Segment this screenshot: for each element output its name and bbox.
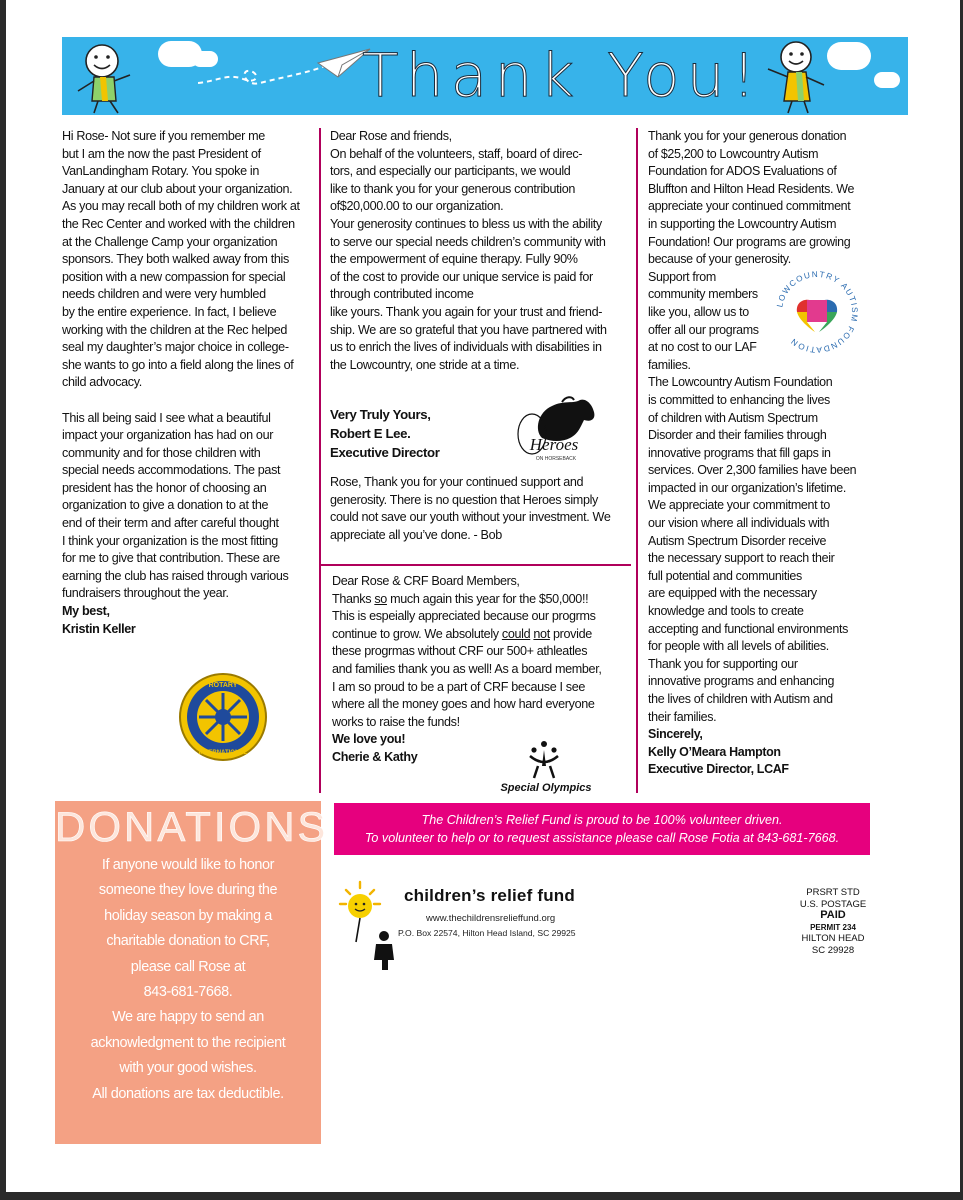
banner-title: Thank You! [362, 41, 763, 111]
rotary-closing: My best, [62, 604, 110, 619]
letter-line: the lives of children with Autism and [648, 692, 833, 706]
letter-line: by the entire experience. In fact, I believe [62, 304, 277, 319]
letter-line: impacted in our organization’s lifetime. [648, 480, 846, 495]
autism-signature-title: Executive Director, LCAF [648, 762, 789, 777]
letter-line: Thank you for supporting our [648, 656, 798, 671]
letter-line: position with a new compassion for special [62, 269, 286, 284]
crf-name: children’s relief fund [404, 886, 575, 905]
note-line: could not save our youth without your investment. We [330, 510, 611, 525]
letter-line: like you, allow us to [648, 304, 749, 319]
so-closing: We love you! [332, 732, 406, 747]
letter-line: through contributed income [330, 287, 474, 302]
heroes-signature-title: Executive Director [330, 445, 440, 460]
letter-line: of$20,000.00 to our organization. [330, 199, 504, 214]
letter-line: Support from [648, 269, 716, 284]
postage-indicia [788, 887, 878, 956]
volunteer-line-1: The Children’s Relief Fund is proud to be 100% volunteer driven. [421, 813, 783, 827]
letter-line: We appreciate your commitment to [648, 498, 831, 513]
so-line: and families thank you as well! As a board member, [332, 661, 602, 676]
so-line: This is espeially appreciated because our progrms [332, 609, 596, 624]
section-divider [321, 564, 631, 566]
letter-line: accepting and functional environments [648, 621, 848, 636]
crf-website: www.thechildrensrelieffund.org [426, 913, 556, 924]
letter-line: This all being said I see what a beautiful [62, 410, 271, 425]
heroes-signature: Robert E Lee. [330, 426, 411, 441]
letter-line: are equipped with the necessary [648, 586, 817, 601]
donations-box [55, 801, 329, 1144]
svg-text:LOWCOUNTRY AUTISM FOUNDATION: LOWCOUNTRY AUTISM FOUNDATION [775, 269, 860, 355]
letter-line: to serve our special needs children’s community with [330, 234, 606, 249]
letter-line: she wants to go into a field along the lines of [62, 357, 294, 372]
autism-closing: Sincerely, [648, 727, 703, 742]
letter-line: fundraisers throughout the year. [62, 586, 229, 601]
crf-logo-icon [336, 878, 400, 972]
donations-text [55, 853, 321, 1107]
heroes-closing: Very Truly Yours, [330, 407, 431, 422]
postage-line: PRSRT STD [806, 887, 860, 898]
rotary-logo [172, 672, 274, 762]
letter-line: As you may recall both of my children work at [62, 199, 300, 214]
letter-heroes-signature [330, 405, 440, 462]
letter-line: The Lowcountry Autism Foundation [648, 375, 833, 390]
letter-line: innovative programs and enhancing [648, 674, 835, 689]
letter-line: of $25,200 to Lowcountry Autism [648, 146, 819, 161]
note-line: generosity. There is no question that Heroes simply [330, 492, 598, 507]
postage-line: PERMIT 234 [810, 922, 856, 932]
postage-line: PAID [820, 909, 846, 921]
letter-line: of children with Autism Spectrum [648, 410, 818, 425]
donations-line: If anyone would like to honor [101, 857, 275, 873]
volunteer-line-2: To volunteer to help or to request assistance please call Rose Fotia at 843-681-7668. [364, 831, 840, 845]
so-line: where all the money goes and how hard everyone [332, 697, 595, 712]
heroes-note [330, 474, 610, 544]
paper-plane-icon [198, 43, 373, 93]
letter-line: Your generosity continues to bless us with the ability [330, 216, 602, 231]
letter-line: organization to give a donation to at the [62, 498, 269, 513]
note-line: appreciate all you’ve done. - Bob [330, 527, 502, 542]
crf-address: P.O. Box 22574, Hilton Head Island, SC 29925 [398, 928, 576, 938]
letter-line [62, 392, 300, 410]
lowcountry-autism-foundation-logo [768, 262, 866, 356]
letter-line: earning the club has raised through various [62, 568, 289, 583]
so-signature: Cherie & Kathy [332, 749, 418, 764]
so-line: continue to grow. We absolutely could not provide [332, 626, 592, 641]
donations-line: 843-681-7668. [143, 984, 233, 1001]
letter-line: for people with all levels of abilities. [648, 639, 829, 654]
letter-line: seal my daughter’s major choice in college- [62, 340, 289, 355]
letter-line: the Rec Center and worked with the children [62, 216, 295, 231]
letter-line: child advocacy. [62, 375, 142, 390]
letter-line: special needs accommodations. The past [62, 463, 281, 478]
rotary-signature: Kristin Keller [62, 621, 136, 636]
svg-text:ROTARY: ROTARY [208, 682, 238, 689]
svg-text:INTERNATIONAL: INTERNATIONAL [198, 750, 248, 756]
postage-line: U.S. POSTAGE [799, 898, 867, 910]
cloud-icon [827, 42, 871, 70]
letter-line: because of your generosity. [648, 252, 791, 267]
so-line: Thanks so much again this year for the $50,000!! [332, 591, 589, 606]
so-line: works to raise the funds! [332, 714, 460, 729]
letter-line: at the Challenge Camp your organization [62, 234, 278, 249]
letter-line: us to enrich the lives of individuals with disabilities in [330, 340, 602, 355]
donations-line: charitable donation to CRF, [106, 933, 270, 950]
letter-line: Autism Spectrum Disorder receive [648, 533, 827, 548]
donations-line: someone they love during the [98, 882, 278, 899]
letter-line: community members [648, 287, 758, 302]
child-boy-icon [70, 41, 150, 115]
postage-line: HILTON HEAD [801, 933, 865, 944]
letter-line: Disorder and their families through [648, 428, 827, 443]
letter-line: ship. We are so grateful that you have partnered with [330, 322, 607, 337]
letter-heroes [330, 128, 607, 374]
letter-line: January at our club about your organization. [62, 181, 293, 196]
letter-line: the necessary support to reach their [648, 551, 835, 566]
special-olympics-logo [484, 738, 608, 794]
column-divider [636, 128, 638, 793]
letter-autism-foundation [648, 128, 856, 779]
svg-text:Special Olympics: Special Olympics [500, 782, 592, 794]
volunteer-banner [334, 803, 870, 855]
letter-line: end of their term and after careful thought [62, 516, 279, 531]
letter-line: families. [648, 357, 691, 372]
letter-line: offer all our programs [648, 322, 759, 337]
letter-line: needs children and were very humbled [62, 287, 266, 302]
letter-line: Foundation for ADOS Evaluations of [648, 164, 837, 179]
letter-line: at no cost to our LAF [648, 340, 757, 355]
letter-line: president has the honor of choosing an [62, 480, 267, 495]
postage-line: SC 29928 [811, 944, 855, 956]
donations-line: holiday season by making a [104, 907, 272, 924]
letter-line: the Lowcountry, one stride at a time. [330, 357, 520, 372]
letter-line: like to thank you for your generous contribution [330, 181, 576, 196]
svg-text:ON HORSEBACK: ON HORSEBACK [535, 456, 577, 462]
donations-line: We are happy to send an [112, 1009, 264, 1026]
donations-line: acknowledgment to the recipient [90, 1034, 286, 1051]
svg-text:Heroes: Heroes [529, 435, 579, 454]
letter-line: Hi Rose- Not sure if you remember me [62, 129, 265, 143]
donations-title: DONATIONS [55, 803, 329, 850]
letter-line: appreciate your continued commitment [648, 199, 851, 214]
letter-line: but I am the now the past President of [62, 146, 261, 161]
letter-line: On behalf of the volunteers, staff, board of direc- [330, 146, 583, 161]
so-line: these progrmas without CRF our 500+ athleatles [332, 644, 588, 659]
letter-line: community and for those children with [62, 445, 261, 460]
so-line: I am so proud to be a part of CRF because I see [332, 679, 586, 694]
letter-rotary [62, 128, 300, 638]
cloud-icon [874, 72, 900, 88]
donations-line: All donations are tax deductible. [92, 1085, 284, 1102]
donations-line: please call Rose at [130, 958, 246, 975]
letter-line: impact your organization has had on our [62, 428, 274, 443]
letter-line: tors, and especially our participants, we would [330, 164, 571, 179]
letter-line: I think your organization is the most fitting [62, 533, 278, 548]
letter-line: Thank you for your generous donation [648, 129, 847, 143]
letter-line: working with the children at the Rec helped [62, 322, 288, 337]
letter-line: VanLandingham Rotary. You spoke in [62, 164, 259, 179]
letter-line: Dear Rose and friends, [330, 129, 452, 143]
letter-line: sponsors. They both walked away from this [62, 252, 289, 267]
letter-line: innovative programs that fill gaps in [648, 445, 831, 460]
letter-line: our vision where all individuals with [648, 516, 830, 531]
so-line: Dear Rose & CRF Board Members, [332, 574, 520, 588]
heroes-on-horseback-logo [512, 394, 602, 466]
letter-line: knowledge and tools to create [648, 604, 804, 619]
donations-line: with your good wishes. [119, 1060, 257, 1077]
letter-line: full potential and communities [648, 568, 802, 583]
letter-line: their families. [648, 709, 717, 724]
thank-you-banner [62, 37, 908, 115]
column-divider [319, 128, 321, 793]
note-line: Rose, Thank you for your continued support and [330, 475, 584, 489]
letter-line: in supporting the Lowcountry Autism [648, 216, 837, 231]
letter-line: Foundation! Our programs are growing [648, 234, 851, 249]
letter-line: is committed to enhancing the lives [648, 392, 830, 407]
letter-line: like yours. Thank you again for your trust and friend- [330, 304, 603, 319]
letter-line: for me to give that contribution. These are [62, 551, 280, 566]
letter-line: Bluffton and Hilton Head Residents. We [648, 181, 855, 196]
autism-signature: Kelly O’Meara Hampton [648, 744, 781, 759]
letter-line: services. Over 2,300 families have been [648, 463, 857, 478]
letter-line: of the cost to provide our unique service is paid for [330, 269, 593, 284]
letter-line: the empowerment of equine therapy. Fully 90% [330, 252, 578, 267]
